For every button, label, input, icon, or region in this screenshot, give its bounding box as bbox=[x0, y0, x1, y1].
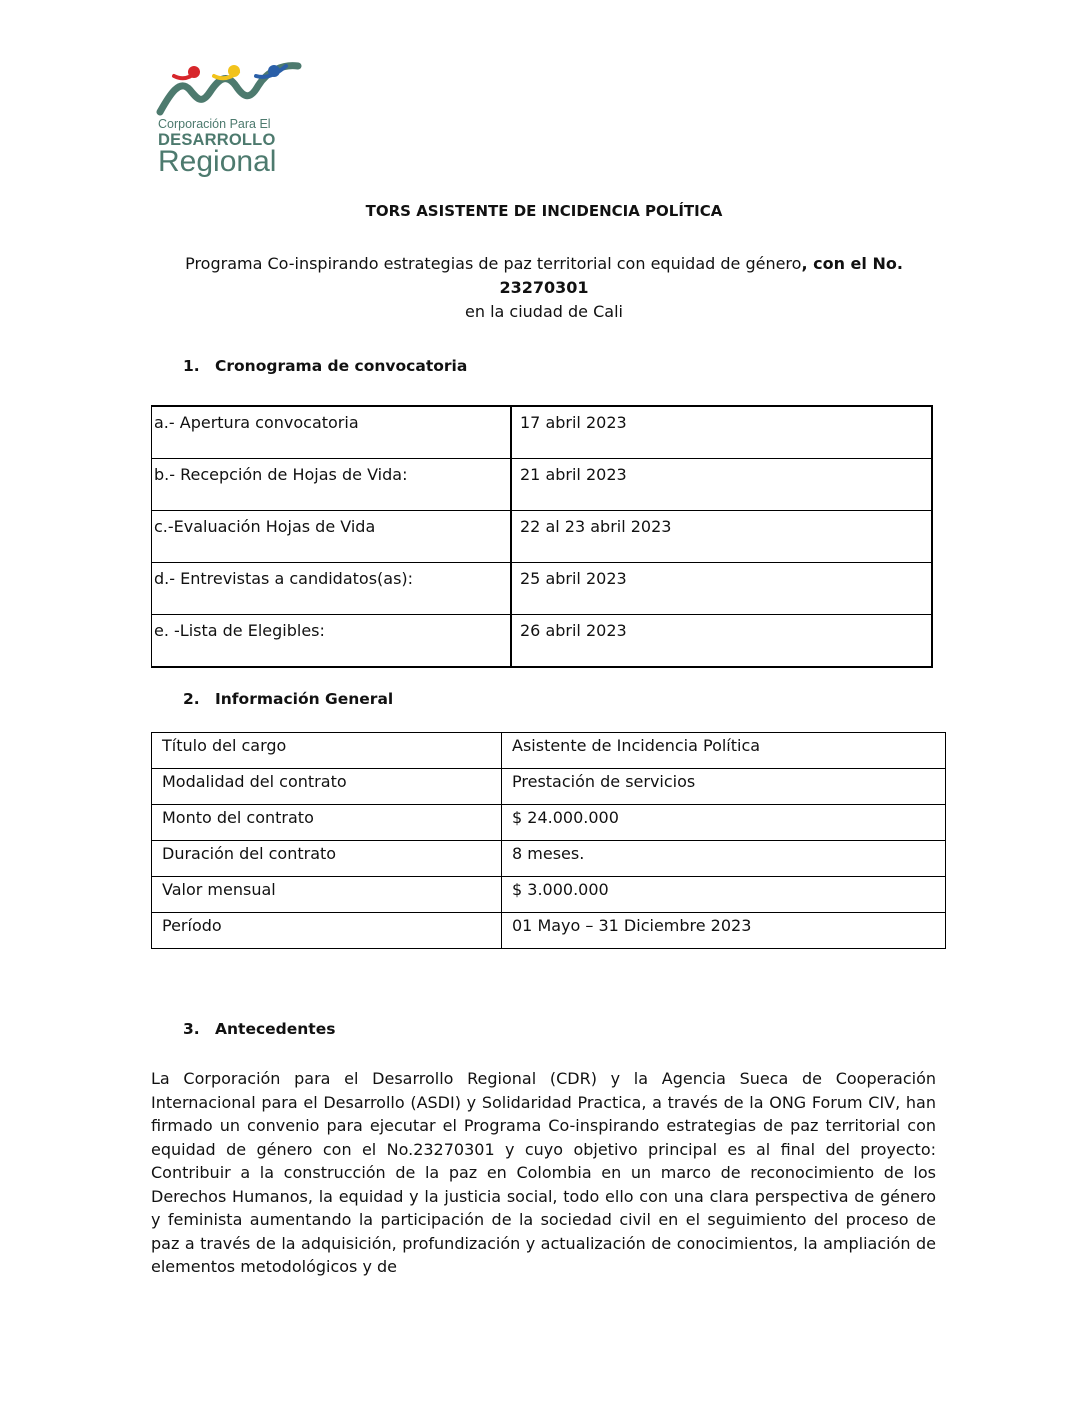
info-value: $ 24.000.000 bbox=[502, 805, 946, 841]
table-row bbox=[152, 615, 933, 668]
schedule-date: 22 al 23 abril 2023 bbox=[511, 511, 932, 563]
section-title: Información General bbox=[215, 690, 394, 708]
info-value: 01 Mayo – 31 Diciembre 2023 bbox=[502, 913, 946, 949]
table-row bbox=[152, 805, 946, 841]
info-value: Prestación de servicios bbox=[502, 769, 946, 805]
schedule-label: a.- Apertura convocatoria bbox=[152, 406, 512, 459]
info-label: Valor mensual bbox=[152, 877, 502, 913]
info-value: Asistente de Incidencia Política bbox=[502, 733, 946, 769]
schedule-date: 25 abril 2023 bbox=[511, 563, 932, 615]
info-label: Título del cargo bbox=[152, 733, 502, 769]
table-row bbox=[152, 511, 933, 563]
background-paragraph: La Corporación para el Desarrollo Regional (CDR) y la Agencia Sueca de Cooperación Internacional para el Desarrollo (ASDI) y Solidaridad Practica, a través de la ONG Forum CIV, han firmado un convenio para ejecutar el Programa Co-inspirando estrategias de paz territorial con equidad de género con el No.23270301 y cuyo objetivo principal es al final del proyecto: Contribuir a la construcción de la paz en Colombia en un marco de reconocimiento de los Derechos Humanos, la equidad y la justicia social, todo ello con una clara perspectiva de género y feminista aumentando la participación de la sociedad civil en el seguimiento del proceso de paz a través de la adquisición, profundización y actualización de conocimientos, la ampliación de elementos metodológicos y de bbox=[151, 1069, 936, 1276]
schedule-label: b.- Recepción de Hojas de Vida: bbox=[152, 459, 512, 511]
table-row bbox=[152, 877, 946, 913]
section-number: 3. bbox=[183, 1020, 200, 1038]
section-heading-antecedentes bbox=[183, 1020, 335, 1038]
schedule-table bbox=[151, 405, 933, 668]
schedule-date: 21 abril 2023 bbox=[511, 459, 932, 511]
table-row bbox=[152, 913, 946, 949]
info-value: 8 meses. bbox=[502, 841, 946, 877]
schedule-label: d.- Entrevistas a candidatos(as): bbox=[152, 563, 512, 615]
table-row bbox=[152, 733, 946, 769]
table-row bbox=[152, 406, 933, 459]
section-number: 2. bbox=[183, 690, 200, 708]
logo-line-2: DESARROLLO bbox=[158, 130, 276, 149]
info-label: Monto del contrato bbox=[152, 805, 502, 841]
subtitle-program: Programa Co-inspirando estrategias de paz territorial con equidad de género bbox=[185, 254, 802, 273]
schedule-date: 17 abril 2023 bbox=[511, 406, 932, 459]
document-subtitle bbox=[140, 252, 948, 324]
subtitle-number: , con el No. 23270301 bbox=[499, 254, 903, 297]
organization-logo bbox=[150, 60, 310, 180]
logo-figures-icon bbox=[156, 60, 306, 118]
info-label: Duración del contrato bbox=[152, 841, 502, 877]
logo-line-1: Corporación Para El bbox=[158, 117, 271, 131]
table-row bbox=[152, 841, 946, 877]
logo-line-3: Regional bbox=[158, 145, 277, 178]
section-number: 1. bbox=[183, 357, 200, 375]
table-row bbox=[152, 459, 933, 511]
schedule-date: 26 abril 2023 bbox=[511, 615, 932, 668]
subtitle-city: en la ciudad de Cali bbox=[465, 302, 623, 321]
info-label: Período bbox=[152, 913, 502, 949]
info-label: Modalidad del contrato bbox=[152, 769, 502, 805]
table-row bbox=[152, 769, 946, 805]
section-title: Antecedentes bbox=[215, 1020, 336, 1038]
document-title: TORS ASISTENTE DE INCIDENCIA POLÍTICA bbox=[365, 202, 723, 220]
section-heading-informacion bbox=[183, 690, 393, 708]
section-title: Cronograma de convocatoria bbox=[215, 357, 468, 375]
table-row bbox=[152, 563, 933, 615]
schedule-label: e. -Lista de Elegibles: bbox=[152, 615, 512, 668]
general-info-table bbox=[151, 732, 946, 949]
section-heading-cronograma bbox=[183, 357, 467, 375]
schedule-label: c.-Evaluación Hojas de Vida bbox=[152, 511, 512, 563]
info-value: $ 3.000.000 bbox=[502, 877, 946, 913]
